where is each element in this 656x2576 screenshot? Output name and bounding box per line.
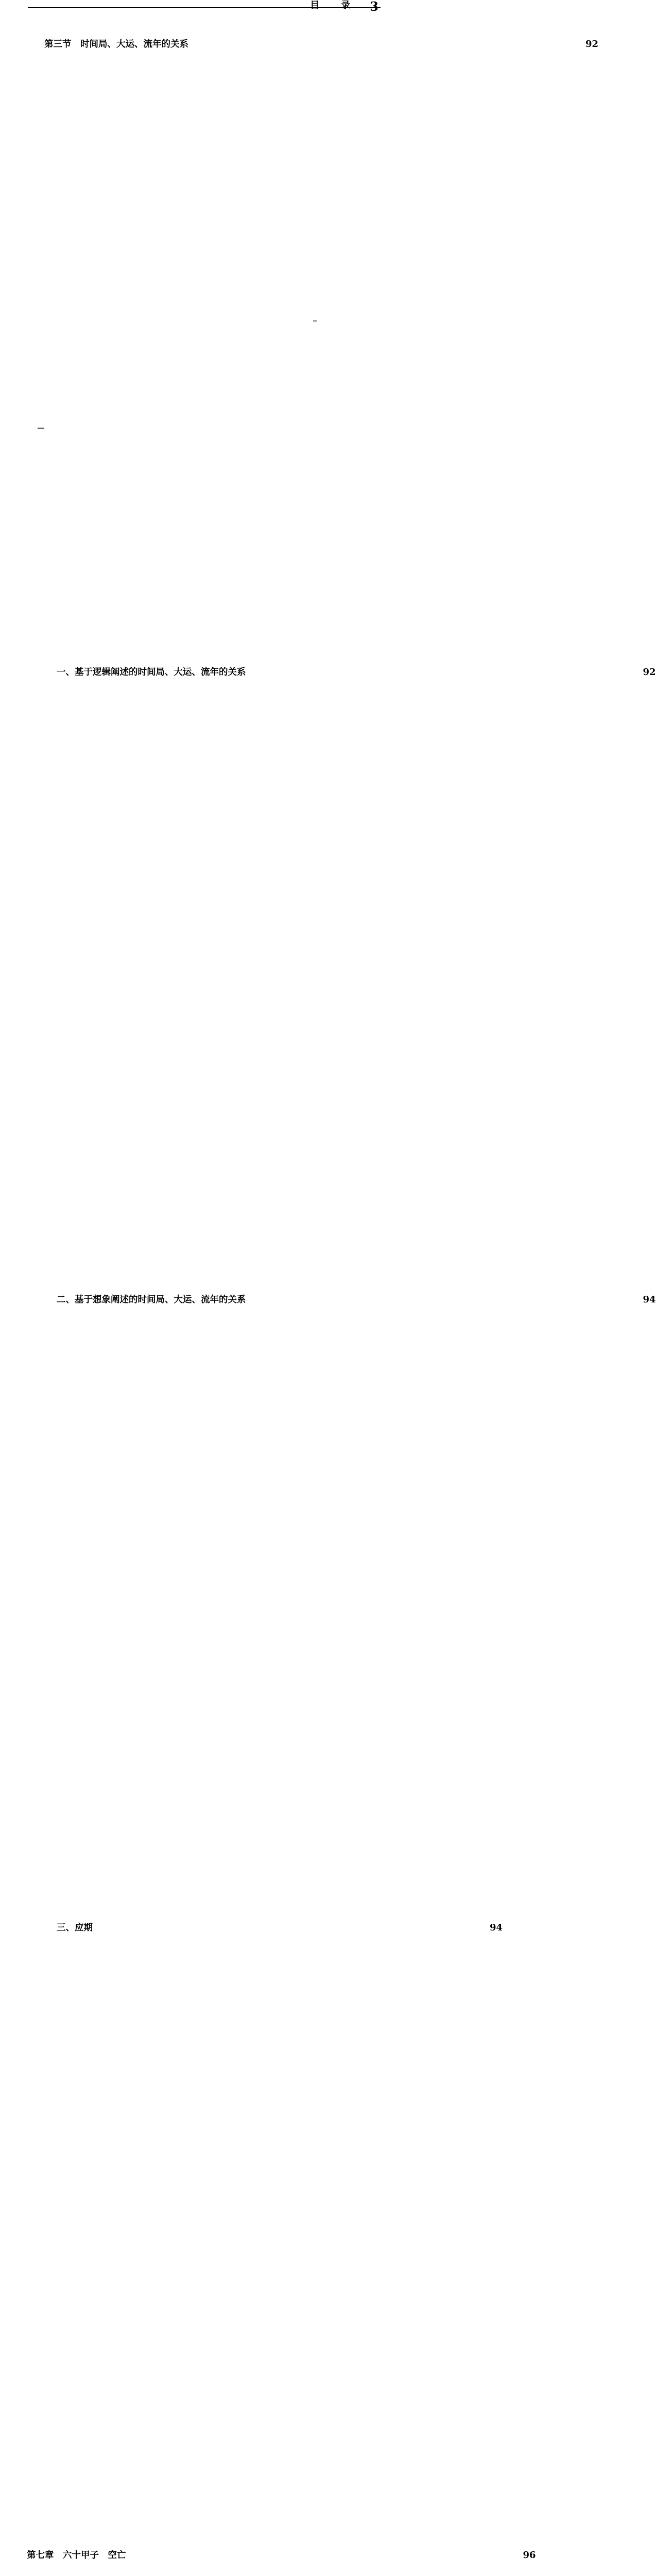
toc-entry-page: 94 [489,1922,503,1933]
running-header [0,0,403,12]
table-of-contents [27,37,656,2576]
toc-entry[interactable] [27,2548,536,2576]
toc-entry-label: 三、应期 [57,1922,93,1933]
toc-entry-label: 一、基于逻辑阐述的时间局、大运、流年的关系 [57,667,246,677]
toc-entry[interactable] [27,1293,656,1914]
toc-entry-label: 第三节 时间局、大运、流年的关系 [44,39,188,49]
scan-speck [38,428,44,429]
toc-entry[interactable] [27,37,598,658]
toc-entry-label: 二、基于想象阐述的时间局、大运、流年的关系 [57,1295,246,1305]
header-title: 目 录 [310,0,357,11]
toc-entry-label: 第七章 六十甲子 空亡 [27,2550,126,2561]
scan-speck [313,320,317,321]
toc-entry-page: 96 [523,2550,536,2561]
toc-entry-page: 92 [643,666,656,677]
toc-entry-page: 94 [643,1294,656,1305]
toc-entry-page: 92 [585,39,598,49]
toc-entry[interactable] [27,1921,503,2542]
toc-entry[interactable] [27,665,656,1286]
header-page-number: 3 [370,0,378,14]
